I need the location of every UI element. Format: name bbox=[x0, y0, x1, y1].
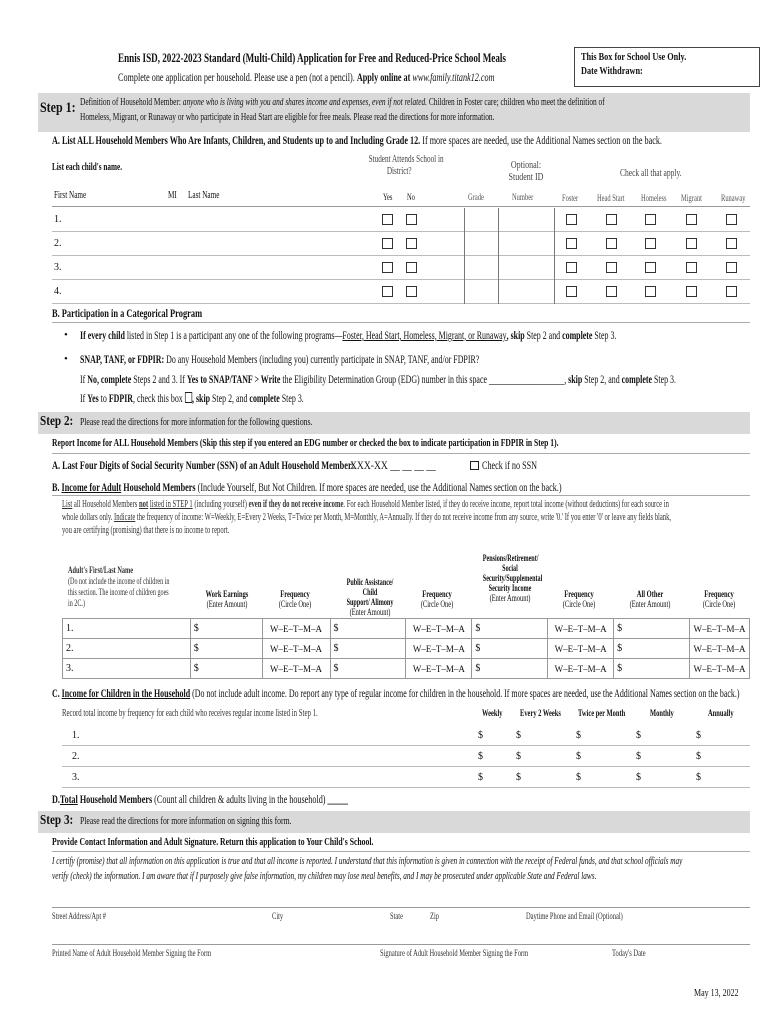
row-number: 4. bbox=[54, 286, 62, 297]
checkbox-yes[interactable] bbox=[382, 262, 393, 273]
child-income-amount[interactable]: $ bbox=[478, 730, 483, 741]
todays-date-field[interactable]: Today's Date bbox=[612, 948, 646, 958]
adult-income-row bbox=[63, 659, 750, 679]
checkbox-migrant[interactable] bbox=[686, 214, 697, 225]
step2-report: Report Income for ALL Household Members (Skip this step if you entered an EDG number or checked the box to indicate participation in FDPIR in Step 1). bbox=[52, 437, 559, 449]
section-2b-instructions: List all Household Members not listed in STEP 1 (including yourself) even if they do not receive income. For each Household Member listed, if they do receive income, report total income (without deductions) for each source in whole dollars only. Indicate the frequency of income: W=Weekly, E=Every 2 Weeks, T=Twice per Month, M=Monthly, A=Annually. If they do not receive income from any source, write '0.' If you enter '0' or leave any fields blank, you are certifying (promising) that there is no income to report. bbox=[62, 499, 672, 536]
checkbox-homeless[interactable] bbox=[645, 238, 656, 249]
step3-contact: Provide Contact Information and Adult Signature. Return this application to Your Child's School. bbox=[52, 836, 374, 848]
child-income-row[interactable] bbox=[62, 768, 750, 788]
work-earnings-header: Work Earnings (Enter Amount) bbox=[205, 589, 249, 609]
checkbox-head-start[interactable] bbox=[606, 286, 617, 297]
frequency-cell[interactable]: W–E–T–M–A bbox=[548, 659, 614, 679]
child-income-row[interactable] bbox=[62, 726, 750, 746]
checkbox-runaway[interactable] bbox=[726, 238, 737, 249]
col-foster: Foster bbox=[562, 193, 579, 203]
pension-cell[interactable]: $ bbox=[472, 659, 548, 679]
checkbox-foster[interactable] bbox=[566, 238, 577, 249]
frequency-cell[interactable]: W–E–T–M–A bbox=[262, 619, 330, 639]
frequency-cell[interactable]: W–E–T–M–A bbox=[548, 639, 614, 659]
b3-text: If No, complete Steps 2 and 3. If Yes to SNAP/TANF > Write the Eligibility Determination Group (EDG) number in this space ___________________, skip Step 2, and complete Step 3. bbox=[80, 372, 676, 386]
child-income-amount[interactable]: $ bbox=[696, 772, 701, 783]
zip-field[interactable]: Zip bbox=[430, 911, 439, 921]
step3-label: Step 3: bbox=[40, 813, 74, 828]
fdpir-checkbox[interactable] bbox=[185, 392, 192, 403]
frequency-cell[interactable]: W–E–T–M–A bbox=[406, 639, 472, 659]
checkbox-yes[interactable] bbox=[382, 214, 393, 225]
col-no: No bbox=[407, 192, 415, 202]
section-2d: D.Total Household Members (Count all children & adults living in the household) _____ bbox=[52, 792, 348, 806]
b2-text: SNAP, TANF, or FDPIR: Do any Household Members (including you) currently participate in SNAP, TANF, and/or FDPIR? bbox=[80, 352, 480, 366]
checkbox-yes[interactable] bbox=[382, 238, 393, 249]
checkbox-no[interactable] bbox=[406, 286, 417, 297]
checkbox-foster[interactable] bbox=[566, 286, 577, 297]
col-mi: MI bbox=[168, 190, 177, 201]
child-income-amount[interactable]: $ bbox=[516, 751, 521, 762]
child-income-amount[interactable]: $ bbox=[516, 730, 521, 741]
checkbox-head-start[interactable] bbox=[606, 238, 617, 249]
adult-name-header: Adult's First/Last Name (Do not include the income of children in this section. The income of children goes in 2C.) bbox=[68, 565, 170, 608]
child-income-amount[interactable]: $ bbox=[696, 730, 701, 741]
child-income-row[interactable] bbox=[62, 747, 750, 767]
checkbox-runaway[interactable] bbox=[726, 262, 737, 273]
ssn-label: A. Last Four Digits of Social Security Number (SSN) of an Adult Household Member: bbox=[52, 458, 355, 472]
col-grade: Grade bbox=[468, 192, 484, 202]
child-income-amount[interactable]: $ bbox=[516, 772, 521, 783]
step1-section-a-title: A. List ALL Household Members Who Are Infants, Children, and Students up to and Including Grade 12. If more spaces are needed, use the Additional Names section on the back. bbox=[52, 133, 662, 147]
checkbox-head-start[interactable] bbox=[606, 214, 617, 225]
col-last-name: Last Name bbox=[188, 190, 220, 201]
street-address-field[interactable]: Street Address/Apt # bbox=[52, 911, 106, 921]
row-number: 1. bbox=[72, 730, 80, 741]
checkbox-no[interactable] bbox=[406, 238, 417, 249]
b2-bullet: • bbox=[64, 353, 68, 365]
frequency-cell[interactable]: W–E–T–M–A bbox=[548, 619, 614, 639]
certification-text: I certify (promise) that all information on this application is true and that all income is reported. I understand that this information is given in connection with the receipt of Federal funds, and that school officials may verify (check) the information. I am aware that if I purposely give false information, my children may lose meal benefits, and I may be prosecuted under applicable State and Federal laws. bbox=[52, 855, 683, 882]
adult-income-row bbox=[63, 639, 750, 659]
section-2b-title: B. Income for Adult Household Members (Include Yourself, But Not Children. If more spaces are needed, use the Additional Names section on the back.) bbox=[52, 480, 562, 494]
checkbox-migrant[interactable] bbox=[686, 286, 697, 297]
form-title: Ennis ISD, 2022-2023 Standard (Multi-Child) Application for Free and Reduced-Price School Meals bbox=[118, 50, 506, 65]
adult-name-cell[interactable]: 1. bbox=[63, 619, 191, 639]
work-earnings-cell[interactable]: $ bbox=[190, 659, 262, 679]
child-income-amount[interactable]: $ bbox=[478, 772, 483, 783]
frequency-header-3: Frequency (Circle One) bbox=[562, 589, 596, 609]
frequency-header-2: Frequency (Circle One) bbox=[420, 589, 454, 609]
c-annually-header: Annually bbox=[708, 708, 734, 718]
section-b-title: B. Participation in a Categorical Program bbox=[52, 306, 203, 320]
child-income-amount[interactable]: $ bbox=[478, 751, 483, 762]
signature-field[interactable]: Signature of Adult Household Member Signing the Form bbox=[380, 948, 529, 958]
col-number: Number bbox=[512, 192, 534, 202]
section-2c-title: C. Income for Children in the Household (Do not include adult income. Do report any type of regular income for children in the household. If more spaces are needed, use the Additional Names section on the back.) bbox=[52, 686, 740, 700]
child-income-amount[interactable]: $ bbox=[576, 751, 581, 762]
row-number: 3. bbox=[72, 772, 80, 783]
child-income-amount[interactable]: $ bbox=[576, 772, 581, 783]
all-other-header: All Other (Enter Amount) bbox=[629, 589, 671, 609]
adult-name-cell[interactable]: 3. bbox=[63, 659, 191, 679]
child-income-amount[interactable]: $ bbox=[636, 751, 641, 762]
c-every2-header: Every 2 Weeks bbox=[520, 708, 561, 718]
ssn-field[interactable]: XXX-XX __ __ __ __ bbox=[350, 458, 436, 472]
adult-income-table bbox=[62, 618, 750, 679]
printed-name-field[interactable]: Printed Name of Adult Household Member Signing the Form bbox=[52, 948, 212, 958]
section-2c-instructions: Record total income by frequency for each child who receives regular income listed in Step 1. bbox=[62, 708, 318, 719]
all-other-cell[interactable]: $ bbox=[614, 639, 690, 659]
row-number: 1. bbox=[54, 214, 62, 225]
checkbox-migrant[interactable] bbox=[686, 238, 697, 249]
city-field[interactable]: City bbox=[272, 911, 284, 921]
checkbox-no[interactable] bbox=[406, 262, 417, 273]
work-earnings-cell[interactable]: $ bbox=[190, 639, 262, 659]
frequency-cell[interactable]: W–E–T–M–A bbox=[689, 659, 749, 679]
child-income-amount[interactable]: $ bbox=[636, 772, 641, 783]
col-head-start: Head Start bbox=[597, 193, 625, 203]
checkbox-foster[interactable] bbox=[566, 214, 577, 225]
b1-bullet: • bbox=[64, 329, 68, 341]
pension-cell[interactable]: $ bbox=[472, 619, 548, 639]
phone-email-field[interactable]: Daytime Phone and Email (Optional) bbox=[526, 911, 623, 921]
step1-definition: Definition of Household Member: anyone who is living with you and shares income and expenses, even if not related. Children in Foster care; children who meet the definition of Homeless, Migrant, or Runaway or who participate in Head Start are eligible for free meals. Please read the directions for more information. bbox=[80, 96, 605, 123]
form-subtitle: Complete one application per household. Please use a pen (not a pencil). Apply online at www.family.titank12.com bbox=[118, 70, 495, 84]
checkbox-head-start[interactable] bbox=[606, 262, 617, 273]
total-members-field[interactable]: _____ bbox=[327, 792, 348, 806]
public-assistance-cell[interactable]: $ bbox=[330, 619, 406, 639]
c-weekly-header: Weekly bbox=[482, 708, 503, 718]
footer-date: May 13, 2022 bbox=[694, 988, 739, 999]
public-assistance-header: Public Assistance/ Child Support/ Alimony (Enter Amount) bbox=[346, 577, 394, 617]
frequency-cell[interactable]: W–E–T–M–A bbox=[406, 619, 472, 639]
all-other-cell[interactable]: $ bbox=[614, 619, 690, 639]
frequency-cell[interactable]: W–E–T–M–A bbox=[262, 659, 330, 679]
checkbox-yes[interactable] bbox=[382, 286, 393, 297]
frequency-cell[interactable]: W–E–T–M–A bbox=[262, 639, 330, 659]
frequency-header-1: Frequency (Circle One) bbox=[278, 589, 312, 609]
frequency-cell[interactable]: W–E–T–M–A bbox=[406, 659, 472, 679]
b1-text: If every child listed in Step 1 is a participant any one of the following programs—Foster, Head Start, Homeless, Migrant, or Runaway, skip Step 2 and complete Step 3. bbox=[80, 328, 617, 342]
state-field[interactable]: State bbox=[390, 911, 403, 921]
check-all-header: Check all that apply. bbox=[620, 168, 682, 179]
no-ssn-check[interactable]: Check if no SSN bbox=[470, 458, 563, 473]
public-assistance-cell[interactable]: $ bbox=[330, 639, 406, 659]
pensions-header: Pensions/Retirement/ Social Security/Supplemental Security Income (Enter Amount) bbox=[482, 553, 543, 603]
col-homeless: Homeless bbox=[641, 193, 667, 203]
checkbox-homeless[interactable] bbox=[645, 214, 656, 225]
step2-label: Step 2: bbox=[40, 414, 74, 429]
optional-id-header: Optional: Student ID bbox=[508, 160, 544, 183]
checkbox-homeless[interactable] bbox=[645, 286, 656, 297]
school-use-box: This Box for School Use Only. Date Withdrawn: bbox=[574, 47, 760, 87]
c-monthly-header: Monthly bbox=[650, 708, 674, 718]
col-first-name: First Name bbox=[54, 190, 87, 201]
public-assistance-cell[interactable]: $ bbox=[330, 659, 406, 679]
pension-cell[interactable]: $ bbox=[472, 639, 548, 659]
row-number: 2. bbox=[54, 238, 62, 249]
adult-name-cell[interactable]: 2. bbox=[63, 639, 191, 659]
checkbox-runaway[interactable] bbox=[726, 214, 737, 225]
adult-income-row bbox=[63, 619, 750, 639]
col-runaway: Runaway bbox=[721, 193, 746, 203]
step2-intro: Please read the directions for more information for the following questions. bbox=[80, 416, 313, 428]
all-other-cell[interactable]: $ bbox=[614, 659, 690, 679]
child-income-amount[interactable]: $ bbox=[576, 730, 581, 741]
row-number: 3. bbox=[54, 262, 62, 273]
frequency-cell[interactable]: W–E–T–M–A bbox=[689, 619, 749, 639]
child-income-amount[interactable]: $ bbox=[636, 730, 641, 741]
col-yes: Yes bbox=[383, 192, 393, 202]
step3-intro: Please read the directions for more information on signing this form. bbox=[80, 815, 292, 827]
checkbox-no[interactable] bbox=[406, 214, 417, 225]
frequency-header-4: Frequency (Circle One) bbox=[702, 589, 736, 609]
row-number: 2. bbox=[72, 751, 80, 762]
c-twice-header: Twice per Month bbox=[578, 708, 626, 718]
child-income-amount[interactable]: $ bbox=[696, 751, 701, 762]
col-migrant: Migrant bbox=[681, 193, 702, 203]
step1-label: Step 1: bbox=[40, 100, 76, 116]
b4-text: If Yes to FDPIR, check this box , skip Step 2, and complete Step 3. bbox=[80, 391, 304, 405]
attends-header: Student Attends School in District? bbox=[368, 154, 444, 177]
checkbox-migrant[interactable] bbox=[686, 262, 697, 273]
no-ssn-checkbox[interactable] bbox=[470, 461, 479, 470]
list-label: List each child's name. bbox=[52, 162, 123, 173]
checkbox-homeless[interactable] bbox=[645, 262, 656, 273]
checkbox-runaway[interactable] bbox=[726, 286, 737, 297]
checkbox-foster[interactable] bbox=[566, 262, 577, 273]
work-earnings-cell[interactable]: $ bbox=[190, 619, 262, 639]
frequency-cell[interactable]: W–E–T–M–A bbox=[689, 639, 749, 659]
